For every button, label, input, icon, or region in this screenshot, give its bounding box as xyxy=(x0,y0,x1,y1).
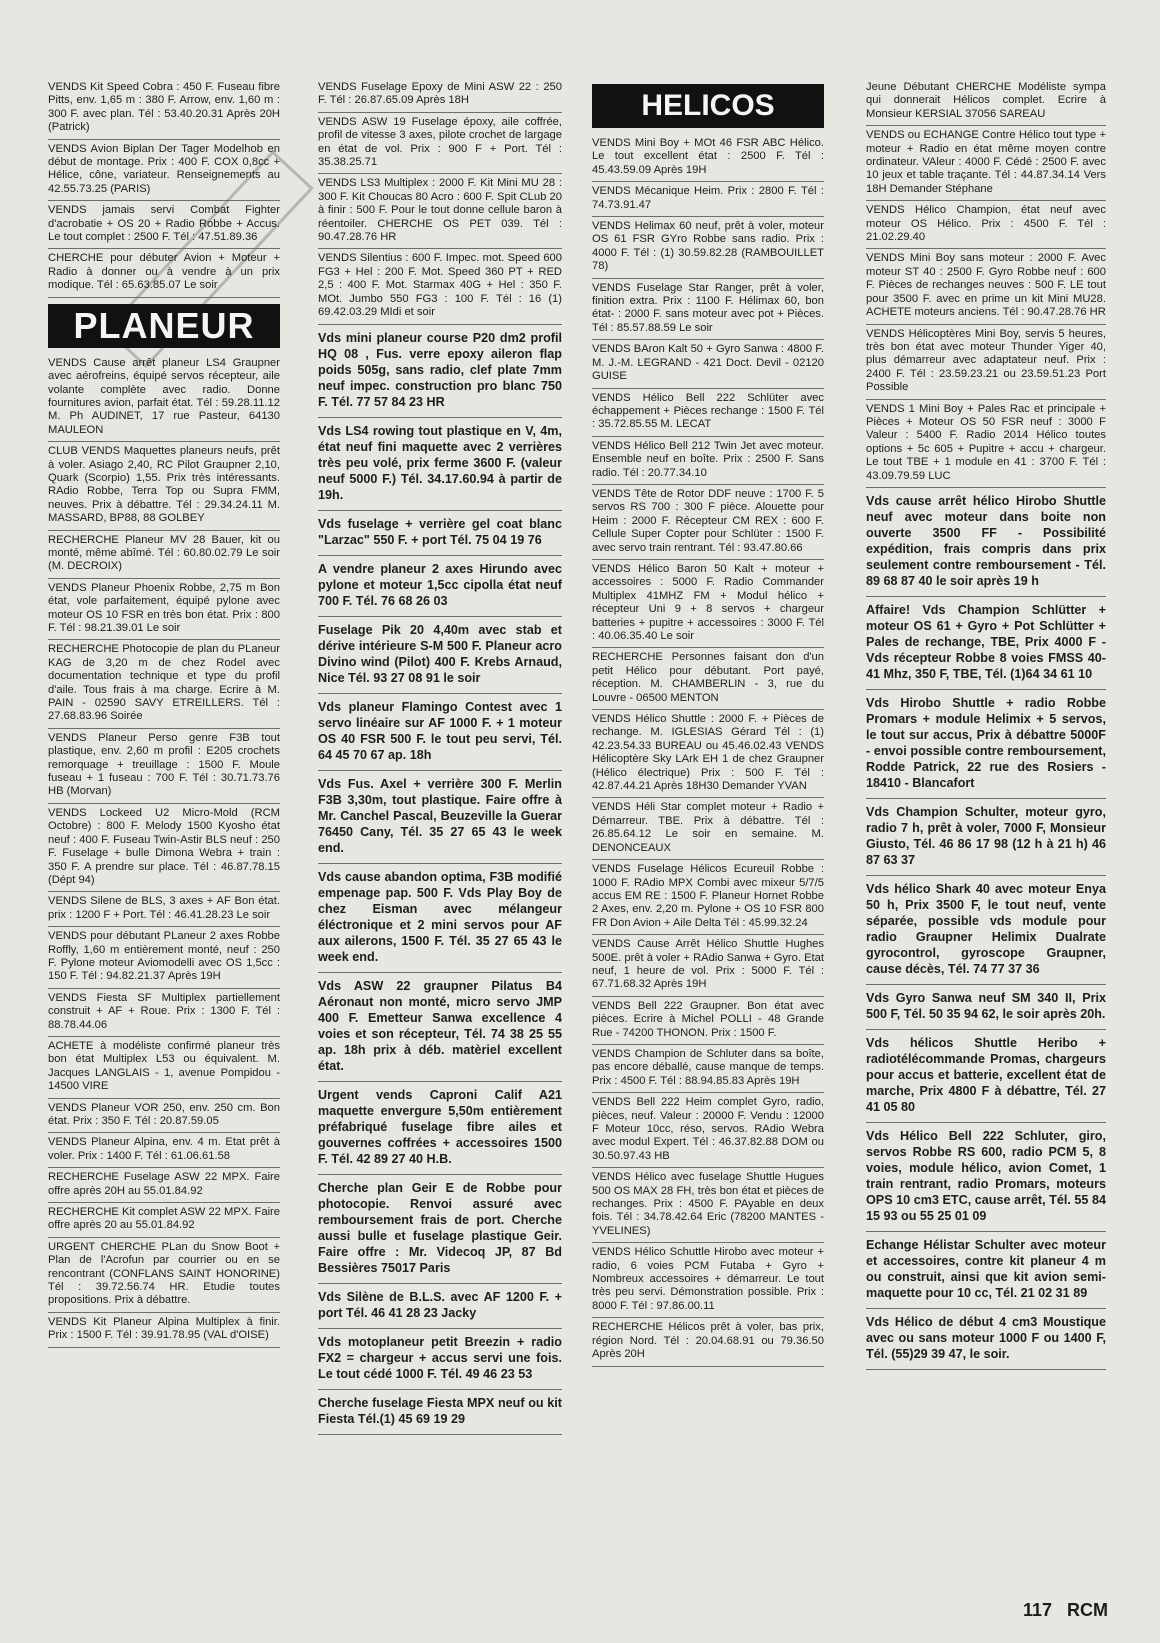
classified-ad: RECHERCHE Kit complet ASW 22 MPX. Faire offre après 20 au 55.01.84.92 xyxy=(48,1203,280,1238)
classified-ad: CHERCHE pour débuter Avion + Moteur + Radio à donner ou à vendre à un prix modique. Tél : 65.63.85.07 Le soir xyxy=(48,249,280,297)
classified-ad: Jeune Débutant CHERCHE Modéliste sympa qui donnerait Hélicos complet. Ecrire à Monsieur KERSIAL 37056 SAREAU xyxy=(866,78,1106,126)
classified-ad: VENDS Hélico Bell 222 Schlüter avec échappement + Pièces rechange : 1500 F. Tél : 35.72.85.55 M. LECAT xyxy=(592,389,824,437)
classified-ad: Vds motoplaneur petit Breezin + radio FX2 = chargeur + accus servi une fois. Le tout cédé 1000 F. Tél. 49 46 23 53 xyxy=(318,1329,562,1390)
classified-ad: URGENT CHERCHE PLan du Snow Boot + Plan de l'Acrofun par courrier ou en se rencontrant (CONFLANS SAINT HONORINE) Tél : 39.72.56.74 HR. Etudie toutes propositions. Prix à débattre. xyxy=(48,1238,280,1313)
classified-ad: A vendre planeur 2 axes Hirundo avec pylone et moteur 1,5cc cipolla état neuf 700 F. Tél. 76 68 26 03 xyxy=(318,556,562,617)
classified-ad: Vds Hélico de début 4 cm3 Moustique avec ou sans moteur 1000 F ou 1400 F, Tél. (55)29 39 47, le soir. xyxy=(866,1309,1106,1370)
column-2 xyxy=(318,78,562,1435)
classified-ad: Vds Gyro Sanwa neuf SM 340 II, Prix 500 F, Tél. 50 35 94 62, le soir après 20h. xyxy=(866,985,1106,1030)
classified-ad: Vds hélico Shark 40 avec moteur Enya 50 h, Prix 3500 F, le tout neuf, vente séparée, possible vds module pour radio Graupner Helimix Dualrate gyrocontrol, gyroscope Graupner, cause décès, Tél. 74 77 37 36 xyxy=(866,876,1106,985)
classified-ad: VENDS Planeur Perso genre F3B tout plastique, env. 2,60 m profil : E205 crochets remorquage + treuillage : 1500 F. Moule fuseau + 1 fuseau : 700 F. Tél : 30.71.73.76 HB (Morvan) xyxy=(48,729,280,804)
classified-ad: Vds hélicos Shuttle Heribo + radiotélécommande Promas, chargeurs pour accus et batterie, excellent état de marche, Prix 4800 F à débattre, Tél. 27 41 05 80 xyxy=(866,1030,1106,1123)
classified-ad: VENDS Mini Boy + MOt 46 FSR ABC Hélico. Le tout excellent état : 2500 F. Tél : 45.43.59.09 Après 19H xyxy=(592,134,824,182)
classified-ad: VENDS Lockeed U2 Micro-Mold (RCM Octobre) : 800 F. Melody 1500 Kyosho état neuf : 400 F. Fuseau Twin-Astir BLS neuf : 250 F. Fuselage + bulle Dimona Webra + train : 350 F. A prendre sur place. Tél : 46.87.78.15 (Dépt 94) xyxy=(48,804,280,892)
classified-ad: VENDS Hélico Baron 50 Kalt + moteur + accessoires : 5000 F. Radio Commander Multiplex 41MHZ FM + Modul hélico + récepteur Uni 9 + 8 servos + chargeur batteries + pupitre + accessoires : 3000 F. Tél : 40.06.35.40 Le soir xyxy=(592,560,824,648)
classified-ad: Vds Hirobo Shuttle + radio Robbe Promars + module Helimix + 5 servos, le tout sur accus, Prix à débattre 5000F - envoi possible contre remboursement, Rodde Patrick, 22 rue des Rosiers - 18410 - Blancafort xyxy=(866,690,1106,799)
classified-ad: VENDS Bell 222 Graupner. Bon état avec pièces. Ecrire à Michel POLLI - 48 Grande Rue - 74200 THONON. Prix : 1500 F. xyxy=(592,997,824,1045)
classified-ad: RECHERCHE Personnes faisant don d'un petit Hélico pour débutant. Port payé, réception. M. CHAMBERLIN - 3, rue du Louvre - 06500 MENTON xyxy=(592,648,824,710)
classified-ad: VENDS Cause arrêt planeur LS4 Graupner avec aérofreins, équipé servos récepteur, aile volante complète avec radio. Donne fournitures avion, parfait état. Tél : 59.28.11.12 M. Ph AUDINET, 17 rue Pasteur, 64130 MAULEON xyxy=(48,354,280,442)
classified-ad: VENDS ou ECHANGE Contre Hélico tout type + moteur + Radio en état même moyen contre ordinateur. VAleur : 4000 F. Cédé : 2500 F. avec 10 jeux et table traçante. Tél : 44.87.34.14 Vers 18H Demander Stéphane xyxy=(866,126,1106,201)
classified-ad: RECHERCHE Planeur MV 28 Bauer, kit ou monté, même abîmé. Tél : 60.80.02.79 Le soir (M. DECROIX) xyxy=(48,531,280,579)
classified-ad: VENDS Fuselage Epoxy de Mini ASW 22 : 250 F. Tél : 26.87.65.09 Après 18H xyxy=(318,78,562,113)
classified-ad: VENDS Tête de Rotor DDF neuve : 1700 F. 5 servos RS 700 : 300 F pièce. Alouette pour Heim : 2000 F. Récepteur CM REX : 600 F. Cellule Super Copter pour Schlüter : 1500 F. avec servo train rentrant. Tél : 93.47.80.66 xyxy=(592,485,824,560)
classified-ad: VENDS Hélico avec fuselage Shuttle Hugues 500 OS MAX 28 FH, très bon état et pièces de rechanges. Prix : 4500 F. PAyable en deux fois. Tél : 34.78.42.64 Eric (78200 MANTES - YVELINES) xyxy=(592,1168,824,1243)
classified-ad: Vds fuselage + verrière gel coat blanc "Larzac" 550 F. + port Tél. 75 04 19 76 xyxy=(318,511,562,556)
classified-ad: VENDS Hélicoptères Mini Boy, servis 5 heures, très bon état avec moteur Thunder Yiger 40, plus démarreur avec adaptateur neuf. Prix : 2400 F. Tél : 23.59.23.21 ou 23.59.51.23 Port Possible xyxy=(866,325,1106,400)
page-footer xyxy=(1013,1600,1108,1621)
classified-ad: Cherche fuselage Fiesta MPX neuf ou kit Fiesta Tél.(1) 45 69 19 29 xyxy=(318,1390,562,1435)
column-3 xyxy=(592,78,824,1367)
classified-ad: CLUB VENDS Maquettes planeurs neufs, prêt à voler. Asiago 2,40, RC Pilot Graupner 2,10, Quark (Scorpio) 1,55. Prix très intéressants. RAdio Robbe, Terra Top ou Supra FMM, neuves. Prix à débattre. Tél : 29.34.24.11 M. MASSARD, BP88, 88 GOLBEY xyxy=(48,442,280,530)
classified-ad: Vds Silène de B.L.S. avec AF 1200 F. + port Tél. 46 41 28 23 Jacky xyxy=(318,1284,562,1329)
classified-ad: VENDS Silentius : 600 F. Impec. mot. Speed 600 FG3 + Hel : 200 F. Mot. Speed 360 PT + RED 2,5 : 400 F. Mot. Starmax 40G + Hel : 350 F. MOt. Jumbo 550 FG3 : 100 F. Tél : 16 (1) 69.42.03.29 MIdi et soir xyxy=(318,249,562,324)
classified-ad: VENDS Kit Planeur Alpina Multiplex à finir. Prix : 1500 F. Tél : 39.91.78.95 (VAL d'OISE) xyxy=(48,1313,280,1348)
classified-ad: VENDS Fuselage Hélicos Ecureuil Robbe : 1000 F. RAdio MPX Combi avec mixeur 5/7/5 accus EM RE : 1500 F. Planeur Hornet Robbe 2 Axes, env. 2,20 m. Pylone + OS 10 FSR 800 FR Don Avion + Aile Delta Tél : 45.99.32.24 xyxy=(592,860,824,935)
classified-ad: Vds cause arrêt hélico Hirobo Shuttle neuf avec moteur dans boite non ouverte 3500 FF - Possibilité expédition, frais compris dans prix seulement contre remboursement - Tél. 89 68 87 40 le soir après 19 h xyxy=(866,488,1106,597)
classified-ad: VENDS Hélico Shuttle : 2000 F. + Pièces de rechange. M. IGLESIAS Gérard Tél : (1) 42.23.54.33 BUREAU ou 45.46.02.43 VENDS Hélicoptère Sky LArk EH 1 de chez Graupner (Hélico électrique) Prix : 500 F. Tél : 42.87.44.21 Après 18H30 Demander YVAN xyxy=(592,710,824,798)
classified-ad: VENDS Planeur Alpina, env. 4 m. Etat prêt à voler. Prix : 1400 F. Tél : 61.06.61.58 xyxy=(48,1133,280,1168)
section-header-helicos: HELICOS xyxy=(592,84,824,128)
classified-ad: VENDS Mécanique Heim. Prix : 2800 F. Tél : 74.73.91.47 xyxy=(592,182,824,217)
classified-ad: Vds ASW 22 graupner Pilatus B4 Aéronaut non monté, micro servo JMP 400 F. Emetteur Sanwa excellence 4 voies et son récepteur, Tél. 74 38 25 55 ap. 18h prix à déb. matèriel excellent état. xyxy=(318,973,562,1082)
classified-ad: VENDS Mini Boy sans moteur : 2000 F. Avec moteur ST 40 : 2500 F. Gyro Robbe neuf : 600 F. Pièces de rechanges neuves : 500 F. LE tout pour 3500 F. avec en prime un kit Mini MU28. ACHETE moteurs anciens. Tél : 90.47.28.76 HR xyxy=(866,249,1106,324)
classified-ad: RECHERCHE Hélicos prêt à voler, bas prix, région Nord. Tél : 20.04.68.91 ou 79.36.50 Après 20H xyxy=(592,1318,824,1366)
classified-ad: VENDS pour débutant PLaneur 2 axes Robbe Roffly, 1,60 m entièrement monté, neuf : 250 F. Pylone moteur Aviomodelli avec OS 1,5cc : 150 F. Tél : 94.82.21.37 Après 19H xyxy=(48,927,280,989)
classified-ad: VENDS Kit Speed Cobra : 450 F. Fuseau fibre Pitts, env. 1,65 m : 380 F. Arrow, env. 1,60 m : 300 F. avec plan. Tél : 53.40.20.31 Après 20H (Patrick) xyxy=(48,78,280,140)
classified-ad: VENDS Hélico Champion, état neuf avec moteur OS Hélico. Prix : 4500 F. Tél : 21.02.29.40 xyxy=(866,201,1106,249)
classified-ad: Echange Hélistar Schulter avec moteur et accessoires, contre kit planeur 4 m ou construit, ainsi que kit avion semi-maquette pour 10 cc, Tél. 21 02 31 89 xyxy=(866,1232,1106,1309)
classified-ad: VENDS Planeur Phoenix Robbe, 2,75 m Bon état, vole parfaitement, équipé pylone avec moteur OS 10 FSR en très bon état. Prix : 800 F. Tél : 98.21.39.01 Le soir xyxy=(48,579,280,641)
classified-ad: RECHERCHE Photocopie de plan du PLaneur KAG de 3,20 m de chez Rodel avec documentation technique et type du profil d'aile. Tous frais à ma charge. Ecrire à M. PAIN - 02590 SAVY ETREILLERS. Tél : 27.68.83.96 Soirée xyxy=(48,640,280,728)
classified-ad: Fuselage Pik 20 4,40m avec stab et dérive intérieure S-M 500 F. Planeur acro Divino wind (Pilot) 400 F. Krebs Arnaud, Nice Tél. 93 27 08 91 le soir xyxy=(318,617,562,694)
classified-ad: VENDS Champion de Schluter dans sa boîte, pas encore déballé, cause manque de temps. Prix : 4500 F. Tél : 88.94.85.83 Après 19H xyxy=(592,1045,824,1093)
classified-ad: VENDS BAron Kalt 50 + Gyro Sanwa : 4800 F. M. J.-M. LEGRAND - 421 Doct. Devil - 02120 GUISE xyxy=(592,340,824,388)
classified-ad: VENDS Helimax 60 neuf, prêt à voler, moteur OS 61 FSR GYro Robbe sans radio. Prix : 4000 F. Tél : (1) 30.59.82.28 (RAMBOUILLET 78) xyxy=(592,217,824,279)
classified-ad: Vds planeur Flamingo Contest avec 1 servo linéaire sur AF 1000 F. + 1 moteur OS 40 FSR 500 F. le tout peu servi, Tél. 64 45 70 67 ap. 18h xyxy=(318,694,562,771)
classified-ad: VENDS ASW 19 Fuselage époxy, aile coffrée, profil de vitesse 3 axes, pilote crochet de largage en état de vol. Prix : 900 F + Port. Tél : 35.38.25.71 xyxy=(318,113,562,175)
magazine-name: RCM xyxy=(1067,1600,1108,1620)
classified-ad: VENDS Fuselage Star Ranger, prêt à voler, finition extra. Prix : 1100 F. Hélimax 60, bon état- : 2000 F. sans moteur avec pot + Pièces. Tél : 85.57.88.59 Le soir xyxy=(592,279,824,341)
column-4 xyxy=(866,78,1106,1370)
classified-ad: Urgent vends Caproni Calif A21 maquette envergure 5,50m entièrement préfabriqué fuselage fibre ailes et gouvernes coffrées + accessoires 1500 F. Tél. 42 89 27 40 H.B. xyxy=(318,1082,562,1175)
classified-ad: Vds Fus. Axel + verrière 300 F. Merlin F3B 3,30m, tout plastique. Faire offre à Mr. Canchel Pascal, Beuzeville la Guerar 76450 Cany, Tél. 35 27 65 43 le week end. xyxy=(318,771,562,864)
classified-ad: VENDS Avion Biplan Der Tager Modelhob en début de montage. Prix : 400 F. COX 0,8cc + Hélice, cône, variateur. Renseignements au 42.55.73.25 (PARIS) xyxy=(48,140,280,202)
classified-ad: VENDS Cause Arrêt Hélico Shuttle Hughes 500E. prêt à voler + RAdio Sanwa + Gyro. Etat neuf, 1 heure de vol. Prix : 5000 F. Tél : 67.71.68.32 Après 19H xyxy=(592,935,824,997)
section-header-planeur: PLANEUR xyxy=(48,304,280,348)
classified-ad: RECHERCHE Fuselage ASW 22 MPX. Faire offre après 20H au 55.01.84.92 xyxy=(48,1168,280,1203)
classified-ad: VENDS Hélico Bell 212 Twin Jet avec moteur. Ensemble neuf en boîte. Prix : 2500 F. Sans radio. Tél : 20.77.34.10 xyxy=(592,437,824,485)
classified-ad: Vds Champion Schulter, moteur gyro, radio 7 h, prêt à voler, 7000 F, Monsieur Giusto, Tél. 46 86 17 98 (12 h à 21 h) 46 87 63 37 xyxy=(866,799,1106,876)
classified-ad: Cherche plan Geir E de Robbe pour photocopie. Renvoi assuré avec remboursement frais de port. Cherche aussi bulle et fuselage plastique Geir. Faire offre : Mr. Videcoq JP, 87 Bd Bessières 75017 Paris xyxy=(318,1175,562,1284)
classified-ad: Vds LS4 rowing tout plastique en V, 4m, état neuf fini maquette avec 2 verrières très peu volé, prix ferme 3600 F. (valeur neuf 5000 F.) Tél. 34.17.60.94 à partir de 19h. xyxy=(318,418,562,511)
page-number: 117 xyxy=(1022,1600,1052,1620)
classified-ad: Vds mini planeur course P20 dm2 profil HQ 08 , Fus. verre epoxy aileron flap poids 505g, sans radio, clef plate 7mm neuf impec. construction pro blanc 750 F. Tél. 77 57 84 23 HR xyxy=(318,325,562,418)
classified-ad: VENDS Hélico Schuttle Hirobo avec moteur + radio, 6 voies PCM Futaba + Gyro + Nombreux accessoires + démarreur. Le tout très peu servi. Démonstration possible. Prix : 8000 F. Tél : 97.86.00.11 xyxy=(592,1243,824,1318)
classified-ad: VENDS LS3 Multiplex : 2000 F. Kit Mini MU 28 : 300 F. Kit Choucas 80 Acro : 600 F. Spit CLub 20 à finir : 500 F. Pour le tout donne cellule baron à réentoiler. CHERCHE OS PET 039. Tél : 90.47.28.76 HR xyxy=(318,174,562,249)
classified-ad: VENDS Fiesta SF Multiplex partiellement construit + AF + Roue. Prix : 1300 F. Tél : 88.78.44.06 xyxy=(48,989,280,1037)
classified-ad: Vds Hélico Bell 222 Schluter, giro, servos Robbe RS 600, radio PCM 5, 8 voies, module hélico, avion Comet, 1 train rentrant, radio Promars, moteurs OPS 10 cm3 ETC, cause arrêt, Tél. 55 84 15 93 ou 55 25 01 09 xyxy=(866,1123,1106,1232)
classified-ad: VENDS Bell 222 Heim complet Gyro, radio, pièces, neuf. Valeur : 20000 F. Vendu : 12000 F Moteur 10cc, réso, servos. RAdio Webra avec modul Expert. Tél : 46.37.82.88 DOM ou 30.50.97.43 HB xyxy=(592,1093,824,1168)
classified-ad: ACHETE à modéliste confirmé planeur très bon état Multiplex L53 ou équivalent. M. Jacques LANGLAIS - 1, avenue Pompidou - 14500 VIRE xyxy=(48,1037,280,1099)
classified-ad: VENDS Planeur VOR 250, env. 250 cm. Bon état. Prix : 350 F. Tél : 20.87.59.05 xyxy=(48,1099,280,1134)
classified-ad: VENDS Silene de BLS, 3 axes + AF Bon état. prix : 1200 F + Port. Tél : 46.41.28.23 Le soir xyxy=(48,892,280,927)
classified-ad: VENDS Héli Star complet moteur + Radio + Démarreur. TBE. Prix à débattre. Tél : 26.85.64.12 Le soir en semaine. M. DENONCEAUX xyxy=(592,798,824,860)
classified-ad: Vds cause abandon optima, F3B modifié empenage pap. 500 F. Vds Play Boy de chez Eisman avec mélangeur éléctronique et 2 mini servos pour AF aux ailerons, 1500 F. Tél. 35 27 65 43 le week end. xyxy=(318,864,562,973)
classified-ad: Affaire! Vds Champion Schlütter + moteur OS 61 + Gyro + Pot Schlütter + Pales de rechange, TBE, Prix 4000 F - Vds récepteur Robbe 8 voies FMSS 40-41 Mhz, 350 F, TBE, Tél. (1)64 34 61 10 xyxy=(866,597,1106,690)
classified-ad: VENDS jamais servi Combat Fighter d'acrobatie + OS 20 + Radio Robbe + Accus. Le tout complet : 2500 F. Tél : 47.51.89.36 xyxy=(48,201,280,249)
column-1 xyxy=(48,78,280,1348)
classified-ad: VENDS 1 Mini Boy + Pales Rac et principale + Pièces + Moteur OS 50 FSR neuf : 3000 F Valeur : 5400 F. Radio 2014 Hélico toutes options + 5c 605 + Pupitre + accu + chargeur. Le tout TBE + 1 module en 41 : 3700 F. Tél : 43.09.79.59 LUC xyxy=(866,400,1106,488)
